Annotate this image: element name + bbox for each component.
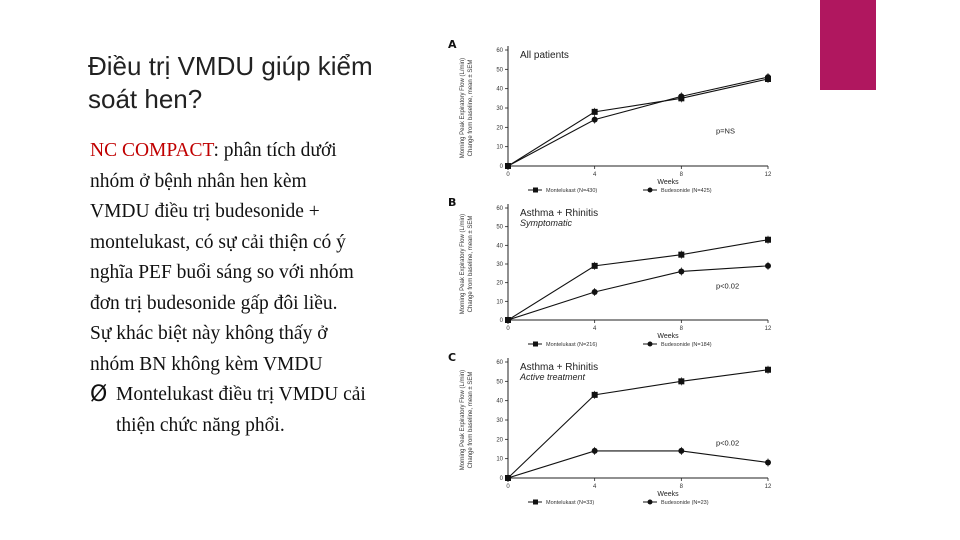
y-axis-label: Change from baseline, mean ± SEM <box>468 215 474 313</box>
data-point-circle <box>592 117 598 123</box>
chart-panel-c <box>448 351 772 506</box>
y-tick-label: 20 <box>496 437 503 444</box>
data-point-circle <box>765 74 771 80</box>
body-line-4: montelukast, có sự cải thiện có ý <box>90 231 346 253</box>
p-value-annotation: p<0.02 <box>716 438 740 448</box>
slide-title-line-1: Điều trị VMDU giúp kiểm <box>88 51 373 81</box>
data-point-circle <box>678 268 684 274</box>
body-line-8: nhóm BN không kèm VMDU <box>90 353 323 375</box>
y-tick-label: 20 <box>496 125 503 132</box>
chart-panel-b <box>448 196 772 348</box>
x-tick-label: 12 <box>764 326 772 332</box>
body-line-7: Sự khác biệt này không thấy ở <box>90 323 328 344</box>
series-line-square <box>508 79 768 166</box>
y-axis-label: Morning Peak Expiratory Flow (L/min) <box>460 369 466 471</box>
pef-line-charts <box>440 30 785 510</box>
legend-marker-square <box>533 342 538 347</box>
legend-label: Budesonide (N=425) <box>661 188 712 194</box>
y-tick-label: 30 <box>496 106 503 112</box>
x-tick-label: 8 <box>679 172 684 178</box>
y-tick-label: 50 <box>496 224 503 231</box>
y-axis-label: Change from baseline, mean ± SEM <box>468 59 474 157</box>
body-line-3: VMDU điều trị budesonide + <box>90 201 320 222</box>
x-tick-label: 8 <box>679 326 684 332</box>
body-line-2: nhóm ở bệnh nhân hen kèm <box>90 170 307 192</box>
data-point-square <box>765 367 771 373</box>
data-point-square <box>592 392 598 398</box>
arrow-bullet-icon: Ø <box>90 382 108 407</box>
y-tick-label: 10 <box>496 299 503 306</box>
legend-label: Montelukast (N=430) <box>546 188 598 194</box>
body-line-1 <box>90 136 430 167</box>
data-point-circle <box>592 289 598 295</box>
y-tick-label: 30 <box>496 418 503 424</box>
x-tick-label: 0 <box>506 172 510 178</box>
y-tick-label: 60 <box>496 206 503 212</box>
conclusion-line-2: thiện chức năng phổi. <box>116 414 285 436</box>
data-point-square <box>592 263 598 269</box>
accent-bar <box>820 0 876 90</box>
y-tick-label: 20 <box>496 280 503 287</box>
y-axis-label: Morning Peak Expiratory Flow (L/min) <box>460 57 466 159</box>
y-axis-label: Change from baseline, mean ± SEM <box>468 371 474 469</box>
p-value-annotation: p=NS <box>716 126 735 136</box>
data-point-circle <box>505 475 511 481</box>
x-tick-label: 8 <box>679 484 684 490</box>
y-tick-label: 10 <box>496 456 503 463</box>
panel-letter: B <box>448 196 457 209</box>
data-point-circle <box>505 163 511 169</box>
x-tick-label: 12 <box>764 172 772 178</box>
x-tick-label: 4 <box>592 484 597 490</box>
body-line-5: nghĩa PEF buổi sáng so với nhóm <box>90 262 354 283</box>
x-axis-label: Weeks <box>657 491 679 498</box>
legend-marker-square <box>533 188 538 193</box>
data-point-circle <box>592 448 598 454</box>
slide-title <box>88 50 438 116</box>
x-axis-label: Weeks <box>657 333 679 340</box>
y-tick-label: 60 <box>496 360 503 366</box>
y-tick-label: 10 <box>496 144 503 151</box>
y-tick-label: 40 <box>496 398 503 405</box>
p-value-annotation: p<0.02 <box>716 281 740 291</box>
y-tick-label: 50 <box>496 379 503 386</box>
y-tick-label: 30 <box>496 262 503 268</box>
y-tick-label: 0 <box>499 476 503 482</box>
chart-panel-a <box>448 38 772 194</box>
y-tick-label: 60 <box>496 48 503 54</box>
y-axis-label: Morning Peak Expiratory Flow (L/min) <box>460 213 466 315</box>
panel-letter: C <box>448 351 457 364</box>
x-tick-label: 12 <box>764 484 772 490</box>
data-point-square <box>678 378 684 384</box>
slide-title-line-2: soát hen? <box>88 84 203 114</box>
study-name: NC COMPACT <box>90 140 214 161</box>
x-tick-label: 0 <box>506 484 510 490</box>
panel-letter: A <box>448 38 457 51</box>
panel-subtitle: Active treatment <box>520 372 586 382</box>
data-point-square <box>765 237 771 243</box>
panel-title: Asthma + Rhinitis <box>520 208 599 219</box>
x-tick-label: 4 <box>592 326 597 332</box>
y-tick-label: 40 <box>496 86 503 93</box>
legend-label: Budesonide (N=184) <box>661 342 712 348</box>
legend-label: Montelukast (N=33) <box>546 500 595 506</box>
data-point-square <box>592 109 598 115</box>
y-tick-label: 50 <box>496 67 503 74</box>
x-tick-label: 4 <box>592 172 597 178</box>
data-point-circle <box>505 317 511 323</box>
legend-marker-circle <box>648 188 653 193</box>
conclusion-line-1: Montelukast điều trị VMDU cải <box>116 384 366 405</box>
legend-marker-square <box>533 500 538 505</box>
y-tick-label: 0 <box>499 318 503 324</box>
series-line-square <box>508 370 768 478</box>
series-line-circle <box>508 77 768 166</box>
x-tick-label: 0 <box>506 326 510 332</box>
panel-subtitle: Symptomatic <box>520 218 573 228</box>
panel-title: All patients <box>520 50 569 61</box>
legend-label: Montelukast (N=216) <box>546 342 598 348</box>
data-point-circle <box>678 93 684 99</box>
legend-marker-circle <box>648 342 653 347</box>
data-point-circle <box>765 263 771 269</box>
data-point-circle <box>678 448 684 454</box>
legend-label: Budesonide (N=23) <box>661 500 709 506</box>
x-axis-label: Weeks <box>657 179 679 186</box>
series-line-circle <box>508 266 768 320</box>
data-point-square <box>678 252 684 258</box>
y-tick-label: 0 <box>499 164 503 170</box>
slide-body <box>90 136 430 441</box>
body-line-1-text: : phân tích dưới <box>213 140 337 161</box>
body-line-6: đơn trị budesonide gấp đôi liều. <box>90 292 338 314</box>
series-line-circle <box>508 451 768 478</box>
panel-title: Asthma + Rhinitis <box>520 362 599 373</box>
conclusion-bullet <box>90 380 430 441</box>
conclusion-text <box>116 380 430 441</box>
legend-marker-circle <box>648 500 653 505</box>
y-tick-label: 40 <box>496 243 503 250</box>
data-point-circle <box>765 460 771 466</box>
